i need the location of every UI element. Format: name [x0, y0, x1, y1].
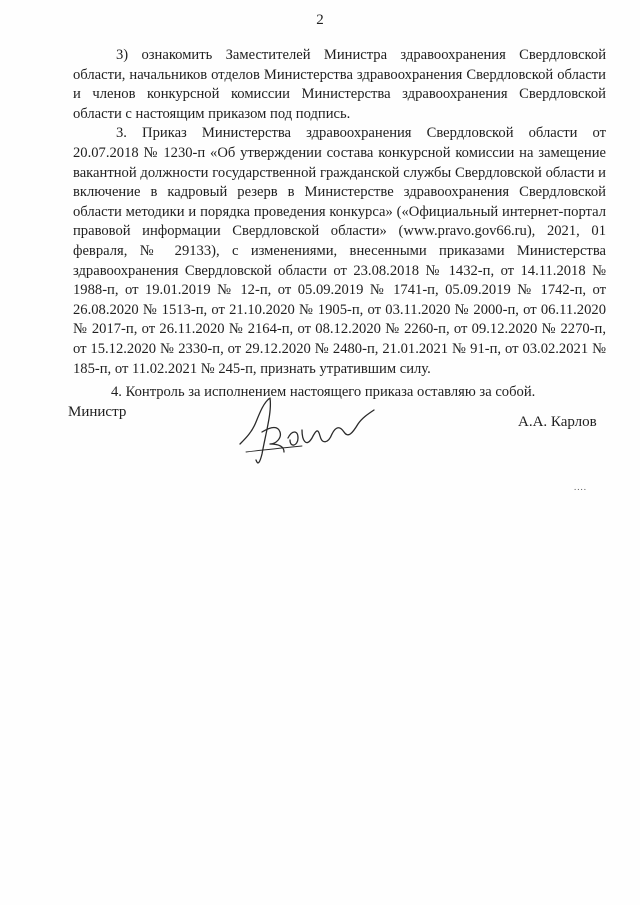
signatory-title: Министр: [68, 404, 127, 420]
paragraph-item-3-subpoint: 3) ознакомить Заместителей Министра здравоохранения Свердловской области, начальников отделов Министерства здравоохранения Свердловской области и членов конкурсной комиссии Министерства здравоохранения Свердловской области с настоящим приказом под подпись.: [73, 47, 606, 122]
handwritten-signature: [232, 392, 382, 472]
page-number: 2: [316, 12, 324, 28]
paragraph-3-repeal: 3. Приказ Министерства здравоохранения Свердловской области от 20.07.2018 № 1230-п «Об утверждении состава конкурсной комиссии на замещение вакантной должности государственной гражданской службы Свердловской области и включение в кадровый резерв в Министерстве здравоохранения Свердловской области методики и порядка проведения конкурса» («Официальный интернет-портал правовой информации Свердловской области» (www.pravo.gov66.ru), 2021, 01 февраля, № 29133), с изменениями, внесенными приказами Министерства здравоохранения Свердловской области от 23.08.2018 № 1432-п, от 14.11.2018 № 1988-п, от 19.01.2019 № 12-п, от 05.09.2019 № 1741-п, 05.09.2019 № 1742-п, от 26.08.2020 № 1513-п, от 21.10.2020 № 1905-п, от 03.11.2020 № 2000-п, от 06.11.2020 № 2017-п, от 26.11.2020 № 2164-п, от 08.12.2020 № 2260-п, от 09.12.2020 № 2270-п, от 15.12.2020 № 2330-п, от 29.12.2020 № 2480-п, 21.01.2021 № 91-п, от 03.02.2021 № 185-п, от 11.02.2021 № 245-п, признать утратившим силу.: [73, 125, 606, 377]
signatory-name: А.А. Карлов: [518, 414, 597, 430]
scan-artifact-dots: ....: [574, 482, 587, 492]
document-body: [73, 46, 606, 403]
paragraph-4-control: 4. Контроль за исполнением настоящего приказа оставляю за собой.: [111, 384, 536, 401]
